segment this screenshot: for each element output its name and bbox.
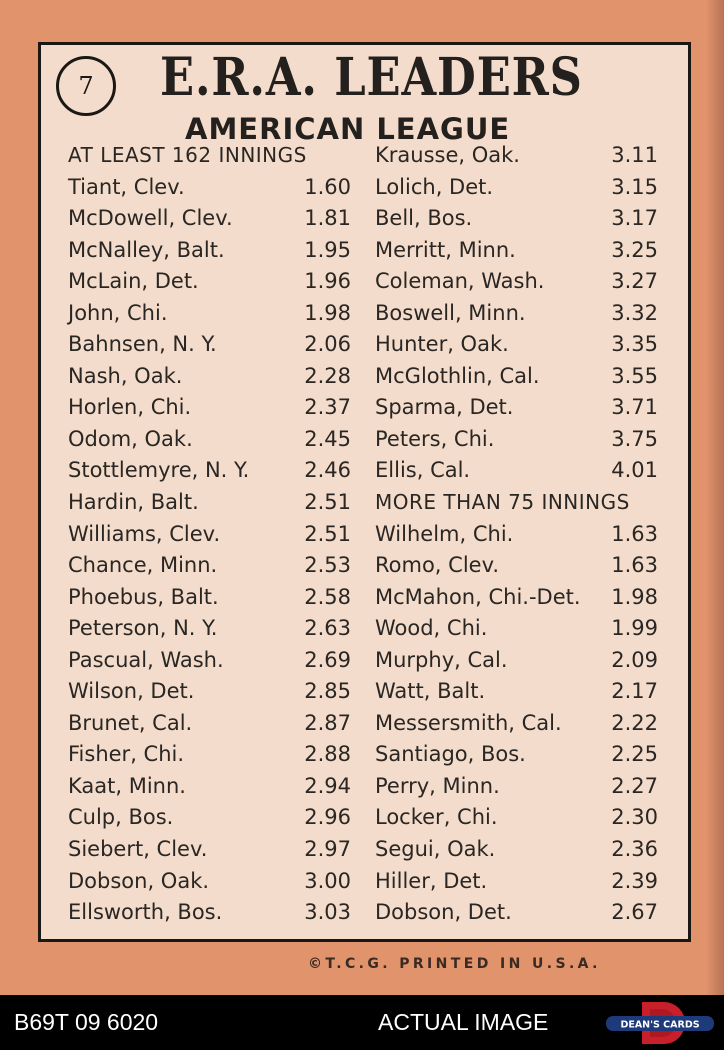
stat-row — [375, 455, 658, 487]
era-value: 1.96 — [304, 269, 351, 294]
era-value: 2.22 — [611, 710, 658, 735]
pitcher-name: McNalley, Balt. — [68, 237, 225, 262]
pitcher-name: Dobson, Det. — [375, 900, 512, 925]
era-value: 2.45 — [304, 426, 351, 451]
era-value: 2.87 — [304, 710, 351, 735]
era-value: 2.69 — [304, 647, 351, 672]
era-value: 1.81 — [304, 206, 351, 231]
pitcher-name: Dobson, Oak. — [68, 868, 210, 893]
era-value: 3.17 — [611, 206, 658, 231]
era-value: 1.60 — [304, 174, 351, 199]
pitcher-name: Pascual, Wash. — [68, 647, 224, 672]
era-value: 2.37 — [304, 395, 351, 420]
pitcher-name: Romo, Clev. — [375, 553, 500, 578]
card-id-label: B69T 09 6020 — [14, 1009, 159, 1035]
pitcher-name: Peterson, N. Y. — [68, 616, 218, 641]
stat-row — [68, 203, 351, 235]
stat-row — [68, 676, 351, 708]
logo-text: DEAN'S CARDS — [620, 1019, 700, 1031]
pitcher-name: Kaat, Minn. — [68, 773, 186, 798]
era-value: 1.98 — [304, 300, 351, 325]
era-value: 3.32 — [611, 300, 658, 325]
stat-row — [68, 802, 351, 834]
pitcher-name: Bahnsen, N. Y. — [68, 332, 217, 357]
era-value: 1.63 — [611, 521, 658, 546]
card-number-badge — [56, 56, 116, 116]
pitcher-name: Wilhelm, Chi. — [375, 521, 514, 546]
pitcher-name: Tiant, Clev. — [68, 174, 185, 199]
stat-row — [375, 739, 658, 771]
stat-row — [375, 361, 658, 393]
era-value: 1.63 — [611, 553, 658, 578]
era-value: 4.01 — [611, 458, 658, 483]
pitcher-name: Merritt, Minn. — [375, 237, 516, 262]
stat-row — [375, 140, 658, 172]
stat-row — [375, 329, 658, 361]
pitcher-name: Hiller, Det. — [375, 868, 488, 893]
pitcher-name: Boswell, Minn. — [375, 300, 526, 325]
stat-row — [375, 298, 658, 330]
stat-row — [68, 771, 351, 803]
left-column-heading: AT LEAST 162 INNINGS — [68, 143, 307, 167]
stat-row — [68, 392, 351, 424]
era-value: 2.88 — [304, 742, 351, 767]
pitcher-name: Chance, Minn. — [68, 553, 218, 578]
era-value: 2.63 — [304, 616, 351, 641]
era-value: 2.51 — [304, 521, 351, 546]
card-title: E.R.A. LEADERS — [160, 47, 583, 108]
era-value: 2.28 — [304, 363, 351, 388]
pitcher-name: Watt, Balt. — [375, 679, 486, 704]
stat-row — [68, 834, 351, 866]
stat-row — [68, 329, 351, 361]
pitcher-name: Williams, Clev. — [68, 521, 221, 546]
pitcher-name: Coleman, Wash. — [375, 269, 545, 294]
stat-row — [375, 645, 658, 677]
stat-row — [68, 487, 351, 519]
era-value: 3.11 — [611, 143, 658, 167]
copyright-line: ©T.C.G. PRINTED IN U.S.A. — [308, 956, 601, 972]
pitcher-name: Segui, Oak. — [375, 837, 496, 862]
right-column-heading: MORE THAN 75 INNINGS — [375, 490, 630, 515]
stat-row — [68, 424, 351, 456]
era-value: 2.06 — [304, 332, 351, 357]
stat-row — [375, 613, 658, 645]
stat-row — [68, 298, 351, 330]
stat-row — [375, 771, 658, 803]
era-value: 2.27 — [611, 773, 658, 798]
pitcher-name: Perry, Minn. — [375, 773, 500, 798]
pitcher-name: Phoebus, Balt. — [68, 584, 219, 609]
stat-row — [68, 519, 351, 551]
stat-row — [375, 519, 658, 551]
era-value: 2.58 — [304, 584, 351, 609]
era-value: 3.55 — [611, 363, 658, 388]
era-value: 3.25 — [611, 237, 658, 262]
stat-row — [375, 424, 658, 456]
pitcher-name: Wood, Chi. — [375, 616, 488, 641]
era-value: 3.75 — [611, 426, 658, 451]
stat-row — [68, 613, 351, 645]
pitcher-name: Hunter, Oak. — [375, 332, 509, 357]
pitcher-name: Locker, Chi. — [375, 805, 498, 830]
era-value: 2.17 — [611, 679, 658, 704]
era-value: 3.15 — [611, 174, 658, 199]
pitcher-name: Stottlemyre, N. Y. — [68, 458, 250, 483]
era-value: 2.53 — [304, 553, 351, 578]
stat-row — [68, 455, 351, 487]
stat-row — [375, 203, 658, 235]
pitcher-name: Lolich, Det. — [375, 174, 494, 199]
era-value: 3.71 — [611, 395, 658, 420]
pitcher-name: McLain, Det. — [68, 269, 199, 294]
stat-row — [68, 739, 351, 771]
era-value: 2.09 — [611, 647, 658, 672]
stat-row — [68, 708, 351, 740]
pitcher-name: Wilson, Det. — [68, 679, 195, 704]
era-value: 2.36 — [611, 837, 658, 862]
era-value: 3.35 — [611, 332, 658, 357]
era-value: 2.51 — [304, 490, 351, 515]
actual-image-label: ACTUAL IMAGE — [378, 1009, 549, 1035]
pitcher-name: Bell, Bos. — [375, 206, 473, 231]
stat-row — [375, 582, 658, 614]
pitcher-name: Culp, Bos. — [68, 805, 174, 830]
pitcher-name: Nash, Oak. — [68, 363, 183, 388]
stat-row — [375, 266, 658, 298]
card-number: 7 — [78, 72, 94, 100]
stat-row — [68, 235, 351, 267]
era-value: 3.03 — [304, 900, 351, 925]
era-value: 2.67 — [611, 900, 658, 925]
stat-row — [375, 550, 658, 582]
pitcher-name: Murphy, Cal. — [375, 647, 508, 672]
stat-row — [375, 172, 658, 204]
era-value: 2.39 — [611, 868, 658, 893]
pitcher-name: Horlen, Chi. — [68, 395, 192, 420]
stat-row — [68, 645, 351, 677]
pitcher-name: Brunet, Cal. — [68, 710, 193, 735]
pitcher-name: McDowell, Clev. — [68, 206, 233, 231]
era-value: 2.46 — [304, 458, 351, 483]
era-value: 2.94 — [304, 773, 351, 798]
pitcher-name: Ellis, Cal. — [375, 458, 471, 483]
deans-cards-logo — [604, 1000, 716, 1046]
pitcher-name: Krausse, Oak. — [375, 143, 520, 167]
stat-row — [68, 550, 351, 582]
pitcher-name: Peters, Chi. — [375, 426, 495, 451]
era-value: 2.25 — [611, 742, 658, 767]
stat-row — [68, 582, 351, 614]
era-value: 2.85 — [304, 679, 351, 704]
stat-row — [375, 392, 658, 424]
stat-row — [68, 266, 351, 298]
stat-row — [375, 235, 658, 267]
left-stats-column — [68, 140, 351, 929]
stat-row — [68, 897, 351, 929]
stat-row — [375, 897, 658, 929]
stat-row — [375, 708, 658, 740]
era-value: 1.95 — [304, 237, 351, 262]
pitcher-name: Odom, Oak. — [68, 426, 193, 451]
era-value: 2.30 — [611, 805, 658, 830]
stat-row — [68, 866, 351, 898]
stat-row — [375, 802, 658, 834]
pitcher-name: Siebert, Clev. — [68, 837, 208, 862]
pitcher-name: Hardin, Balt. — [68, 490, 199, 515]
listing-footer — [0, 995, 724, 1050]
stat-row — [68, 172, 351, 204]
pitcher-name: Sparma, Det. — [375, 395, 514, 420]
stat-row — [375, 676, 658, 708]
deans-cards-logo-graphic — [604, 1000, 716, 1046]
stat-row — [375, 834, 658, 866]
right-stats-column — [375, 140, 658, 929]
era-value: 3.27 — [611, 269, 658, 294]
era-value: 1.98 — [611, 584, 658, 609]
pitcher-name: Ellsworth, Bos. — [68, 900, 223, 925]
era-value: 2.97 — [304, 837, 351, 862]
pitcher-name: McMahon, Chi.-Det. — [375, 584, 581, 609]
pitcher-name: Fisher, Chi. — [68, 742, 185, 767]
stat-row — [375, 866, 658, 898]
pitcher-name: Messersmith, Cal. — [375, 710, 562, 735]
era-value: 1.99 — [611, 616, 658, 641]
era-value: 3.00 — [304, 868, 351, 893]
pitcher-name: John, Chi. — [68, 300, 168, 325]
pitcher-name: McGlothlin, Cal. — [375, 363, 540, 388]
card-subtitle: AMERICAN LEAGUE — [185, 112, 511, 146]
pitcher-name: Santiago, Bos. — [375, 742, 526, 767]
stat-row — [68, 361, 351, 393]
era-value: 2.96 — [304, 805, 351, 830]
